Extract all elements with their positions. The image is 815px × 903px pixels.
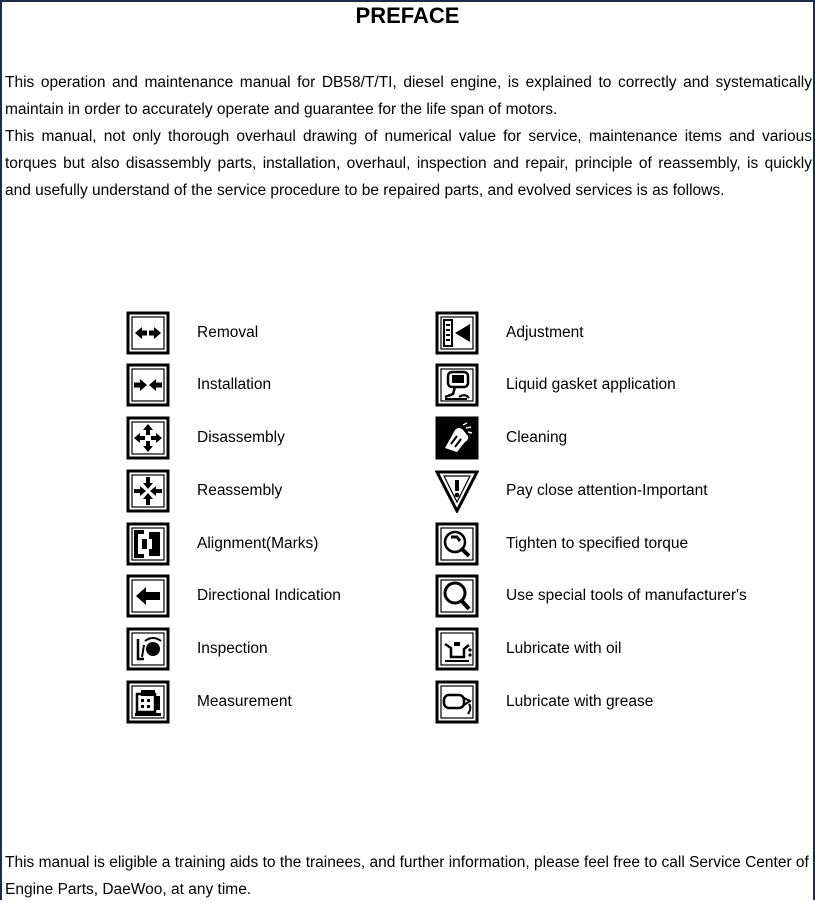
legend-label: Cleaning xyxy=(506,429,568,446)
measurement-icon xyxy=(126,680,170,724)
disassembly-icon xyxy=(126,416,170,460)
legend-item-grease xyxy=(435,679,653,725)
symbol-legend xyxy=(2,310,815,730)
footer-note xyxy=(5,849,812,903)
removal-icon xyxy=(126,311,170,355)
legend-label: Adjustment xyxy=(506,324,584,341)
legend-label: Lubricate with oil xyxy=(506,640,622,657)
legend-item-liquid-gasket xyxy=(435,362,676,408)
legend-label: Tighten to specified torque xyxy=(506,535,689,552)
legend-label: Pay close attention-Important xyxy=(506,482,708,499)
legend-item-reassembly xyxy=(126,468,282,514)
legend-item-alignment xyxy=(126,521,318,567)
legend-item-adjustment xyxy=(435,310,584,356)
reassembly-icon xyxy=(126,469,170,513)
intro-paragraph-2: This manual, not only thorough overhaul drawing of numerical value for service, maintenance items and various torques but also disassembly parts, installation, overhaul, inspection and repair, principle of reassembly, is quickly and usefully understand of the service procedure to be repaired parts, and evolved services is as follows. xyxy=(5,128,812,199)
installation-icon xyxy=(126,363,170,407)
inspection-icon xyxy=(126,627,170,671)
legend-item-inspection xyxy=(126,626,268,672)
intro-text xyxy=(5,69,812,204)
legend-label: Disassembly xyxy=(197,429,285,446)
legend-label: Use special tools of manufacturer's xyxy=(506,587,747,604)
legend-item-torque xyxy=(435,521,688,567)
page-title: PREFACE xyxy=(355,3,460,28)
warning-icon xyxy=(435,469,479,513)
legend-label: Reassembly xyxy=(197,482,283,499)
legend-label: Removal xyxy=(197,324,259,341)
cleaning-icon xyxy=(435,416,479,460)
special-tool-icon xyxy=(435,574,479,618)
oil-can-icon xyxy=(435,627,479,671)
legend-label: Alignment(Marks) xyxy=(197,535,319,552)
legend-item-removal xyxy=(126,310,258,356)
legend-item-directional xyxy=(126,573,341,619)
legend-label: Installation xyxy=(197,376,272,393)
legend-label: Directional Indication xyxy=(197,587,341,604)
intro-paragraph-1: This operation and maintenance manual for DB58/T/TI, diesel engine, is explained to correctly and systematically maintain in order to accurately operate and guarantee for the life span of motors. xyxy=(5,74,812,118)
legend-item-installation xyxy=(126,362,271,408)
torque-wrench-icon xyxy=(435,522,479,566)
grease-icon xyxy=(435,680,479,724)
legend-item-important xyxy=(435,468,708,514)
legend-item-oil xyxy=(435,626,621,672)
legend-item-cleaning xyxy=(435,415,567,461)
adjustment-icon xyxy=(435,311,479,355)
alignment-icon xyxy=(126,522,170,566)
legend-item-measurement xyxy=(126,679,292,725)
legend-label: Measurement xyxy=(197,693,292,710)
legend-label: Liquid gasket application xyxy=(506,376,676,393)
legend-label: Inspection xyxy=(197,640,268,657)
legend-label: Lubricate with grease xyxy=(506,693,654,710)
legend-item-special-tool xyxy=(435,573,747,619)
liquid-gasket-icon xyxy=(435,363,479,407)
direction-icon xyxy=(126,574,170,618)
footer-text: This manual is eligible a training aids to the trainees, and further information, please feel free to call Service Center of Engine Parts, DaeWoo, at any time. xyxy=(5,854,809,898)
legend-item-disassembly xyxy=(126,415,285,461)
